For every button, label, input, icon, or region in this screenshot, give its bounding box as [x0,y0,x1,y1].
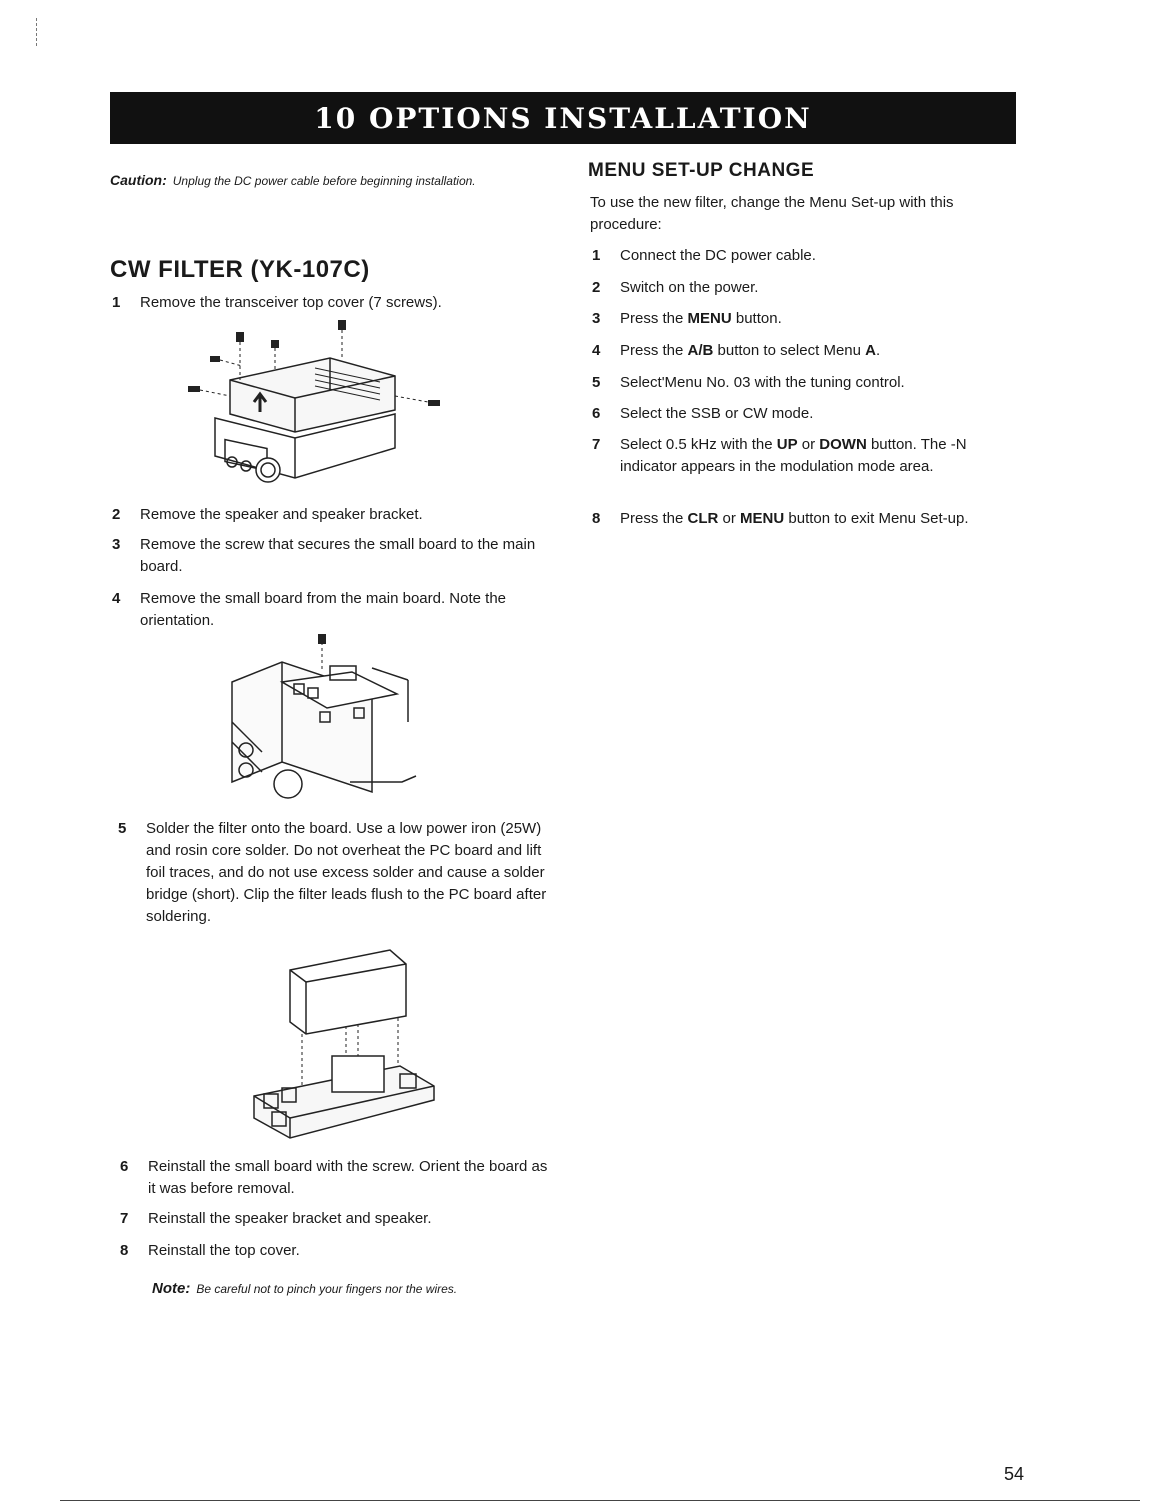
caution-label: Caution: [110,172,167,188]
step-number: 2 [112,506,121,523]
step-text: Reinstall the top cover. [148,1242,300,1259]
step-text [620,308,782,330]
cw-step-5 [118,818,548,928]
step-text-part: or [797,436,820,453]
step-text [620,403,813,425]
menu-step-1 [592,245,1002,267]
small-board-figure [222,632,418,808]
step-text-part: button to exit Menu Set-up. [784,510,969,527]
menu-setup-title: MENU SET-UP CHANGE [588,160,815,181]
step-number: 7 [120,1210,129,1227]
ab-button-label: A/B [687,342,714,359]
menu-step-2 [592,277,1002,299]
step-text: Remove the transceiver top cover (7 screws). [140,294,442,311]
step-number: 1 [592,247,601,264]
cw-step-6 [120,1156,550,1200]
step-text [620,508,969,530]
step-number: 3 [592,310,601,327]
menu-a-label: A [865,342,876,359]
cw-step-8 [120,1240,550,1262]
cw-step-4 [112,588,542,632]
step-number: 5 [118,820,127,837]
step-text-part: Press the [620,342,688,359]
step-number: 8 [120,1242,129,1259]
menu-button-label: MENU [687,310,732,327]
step-text-part: Select 0.5 kHz with the [620,436,777,453]
step-text [620,340,880,362]
step-text: Solder the filter onto the board. Use a low power iron (25W) and rosin core solder. Do not overheat the PC board and lift foil traces, and do not use excess solder and cause a solder bridge (short). Clip the filter leads flush to the PC board after soldering. [146,820,547,925]
menu-step-3 [592,308,1002,330]
step-number: 6 [120,1158,129,1175]
step-text [620,372,905,394]
up-button-label: UP [776,436,798,453]
cw-step-2 [112,504,542,526]
step-text-part: button to select Menu [713,342,866,359]
step-number: 3 [112,536,121,553]
section-header: 10 OPTIONS INSTALLATION [110,92,1016,144]
step-text [620,245,816,267]
cw-step-3 [112,534,542,578]
step-text-part: Select the SSB or CW mode. [620,405,814,422]
step-number: 4 [112,590,121,607]
menu-step-8 [592,508,1002,530]
step-text: Reinstall the small board with the screw. Orient the board as it was before removal. [148,1158,548,1197]
step-number: 4 [592,342,601,359]
step-number: 1 [112,294,121,311]
step-text-part: Press the [620,510,688,527]
step-text [620,277,758,299]
step-text-part: Select'Menu No. 03 with the tuning control. [620,374,905,391]
step-text [620,434,1008,478]
step-number: 2 [592,279,601,296]
step-text: Remove the small board from the main board. Note the orientation. [140,590,507,629]
menu-step-4 [592,340,1002,362]
note-text: Be careful not to pinch your fingers nor the wires. [196,1282,458,1296]
caution-note [110,170,510,191]
step-text-part: or [718,510,741,527]
menu-setup-intro: To use the new filter, change the Menu Set-up with this procedure: [590,194,954,233]
step-text: Reinstall the speaker bracket and speaker. [148,1210,432,1227]
filter-solder-figure [250,946,440,1146]
step-text-part: Switch on the power. [620,279,759,296]
caution-text: Unplug the DC power cable before beginning installation. [172,174,476,188]
page-number: 54 [1004,1464,1025,1484]
step-text: Remove the screw that secures the small board to the main board. [140,536,536,575]
scan-mark [36,18,37,46]
note-label: Note: [152,1280,191,1297]
cw-step-7 [120,1208,550,1230]
step-number: 8 [592,510,601,527]
step-number: 7 [592,436,601,453]
menu-step-6 [592,403,1002,425]
step-text-part: button. [731,310,782,327]
menu-step-5 [592,372,1002,394]
menu-button-label: MENU [740,510,785,527]
transceiver-cover-figure [180,318,450,498]
footer-rule [60,1500,1140,1501]
step-number: 6 [592,405,601,422]
clr-button-label: CLR [687,510,719,527]
step-text-part: Connect the DC power cable. [620,247,816,264]
step-text: Remove the speaker and speaker bracket. [140,506,423,523]
step-text-part: button. The -N indicator appears in the modulation mode area. [620,436,967,475]
menu-step-7 [592,434,1008,478]
down-button-label: DOWN [819,436,867,453]
step-number: 5 [592,374,601,391]
step-text-part: . [875,342,881,359]
note [152,1280,457,1297]
cw-filter-title: CW FILTER (YK-107C) [110,256,370,283]
cw-step-1 [112,292,532,314]
step-text-part: Press the [620,310,688,327]
